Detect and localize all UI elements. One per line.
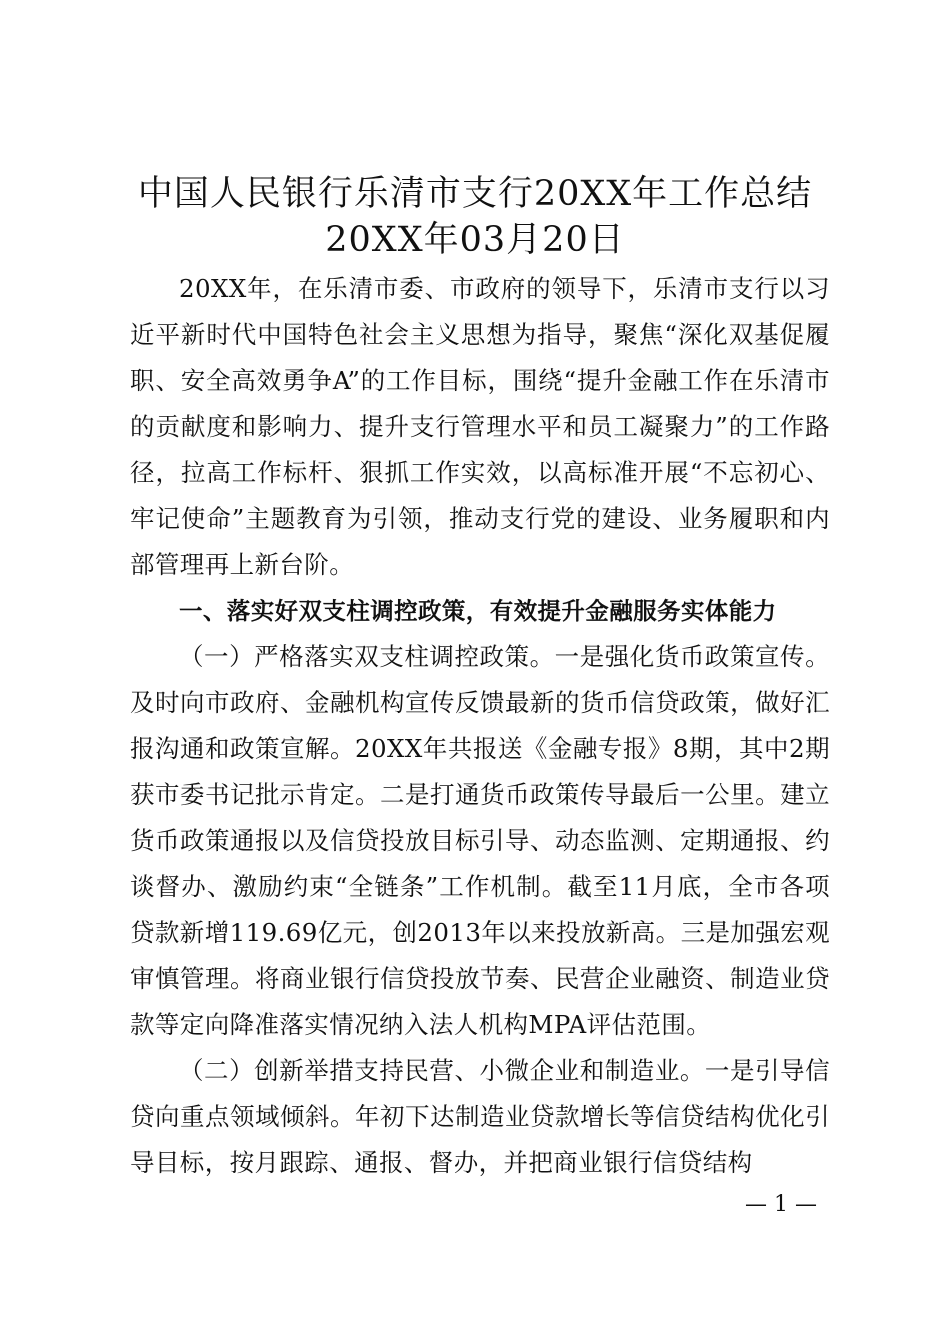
document-date: 20XX年03月20日 — [325, 220, 625, 260]
subsection-1-paragraph — [130, 634, 830, 1048]
page-number: — 1 — — [745, 1192, 817, 1217]
document-title: 中国人民银行乐清市支行20XX年工作总结 — [137, 174, 813, 214]
subsection-2-body: 一是引导信贷向重点领域倾斜。年初下达制造业贷款增长等信贷结构优化引导目标，按月跟踪、通报、督办，并把商业银行信贷结构 — [130, 1056, 830, 1177]
intro-paragraph: 20XX年，在乐清市委、市政府的领导下，乐清市支行以习近平新时代中国特色社会主义思想为指导，聚焦“深化双基促履职、安全高效勇争A”的工作目标，围绕“提升金融工作在乐清市的贡献度和影响力、提升支行管理水平和员工凝聚力”的工作路径，拉高工作标杆、狠抓工作实效，以高标准开展“不忘初心、牢记使命”主题教育为引领，推动支行党的建设、业务履职和内部管理再上新台阶。 — [130, 274, 830, 579]
subsection-2-heading: （二）创新举措支持民营、小微企业和制造业。 — [179, 1056, 705, 1085]
document-body — [130, 266, 830, 1186]
subsection-2-paragraph — [130, 1048, 830, 1186]
subsection-1-body: 一是强化货币政策宣传。及时向市政府、金融机构宣传反馈最新的货币信贷政策，做好汇报沟通和政策宣解。20XX年共报送《金融专报》8期，其中2期获市委书记批示肯定。二是打通货币政策传导最后一公里。建立货币政策通报以及信贷投放目标引导、动态监测、定期通报、约谈督办、激励约束“全链条”工作机制。截至11月底，全市各项贷款新增119.69亿元，创2013年以来投放新高。三是加强宏观审慎管理。将商业银行信贷投放节奏、民营企业融资、制造业贷款等定向降准落实情况纳入法人机构MPA评估范围。 — [130, 642, 830, 1039]
section-1-heading: 一、落实好双支柱调控政策，有效提升金融服务实体能力 — [179, 597, 777, 625]
subsection-1-heading: （一）严格落实双支柱调控政策。 — [179, 642, 555, 671]
